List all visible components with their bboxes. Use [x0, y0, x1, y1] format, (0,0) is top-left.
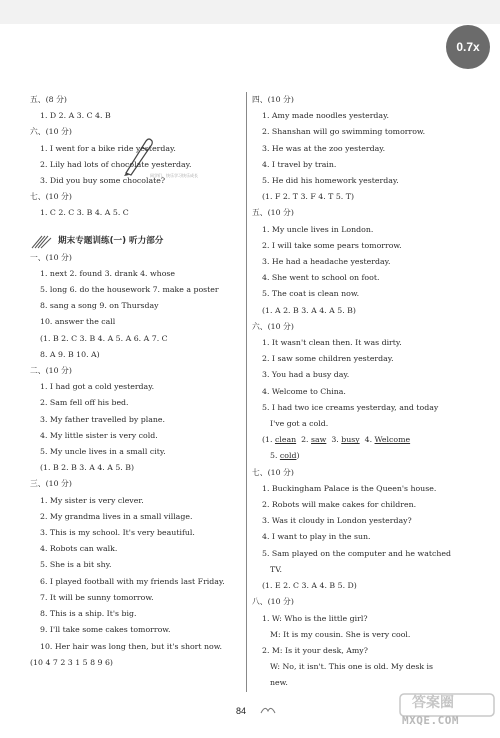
underlined-answer: cold [279, 451, 297, 461]
left-column [30, 92, 242, 671]
answer-line: 3. You had a busy day. [262, 370, 350, 380]
answer-line: 1. D 2. A 3. C 4. B [40, 111, 111, 121]
answer-line: (1. B 2. C 3. B 4. A 5. A 6. A 7. C [40, 333, 168, 343]
unit-title [30, 232, 242, 250]
answer-line: 5. My uncle lives in a small city. [40, 447, 166, 457]
section-heading: 五、(8 分) [30, 95, 67, 104]
answer-line: 1. W: Who is the little girl? [262, 613, 368, 623]
answer-line: 3. Was it cloudy in London yesterday? [262, 516, 412, 526]
right-column [252, 92, 472, 692]
answer-prefix: 5. [270, 451, 280, 461]
page-number: 84 [236, 706, 247, 716]
answer-line: 3. He had a headache yesterday. [262, 257, 391, 267]
answer-line: I've got a cold. [270, 419, 329, 429]
underlined-answer: saw [311, 435, 327, 445]
section-heading: 七、(10 分) [252, 467, 294, 477]
top-bar [0, 0, 500, 24]
section-heading: 五、(10 分) [252, 208, 294, 218]
section-heading: 二、(10 分) [30, 366, 72, 376]
answer-line: 3. Did you buy some chocolate? [40, 176, 166, 186]
underlined-answer: clean [274, 435, 297, 445]
answer-line: 6. I played football with my friends last Friday. [40, 576, 225, 586]
column-divider [246, 92, 247, 692]
answer-line: 1. I had got a cold yesterday. [40, 382, 155, 392]
section-heading: 三、(10 分) [30, 479, 72, 489]
answer-line: 7. It will be sunny tomorrow. [40, 592, 154, 602]
answer-line: 1. Buckingham Palace is the Queen's house. [262, 483, 437, 493]
section-heading: 六、(10 分) [30, 127, 72, 137]
page-ornament-icon [259, 703, 277, 717]
answer-prefix: (1. [262, 435, 275, 445]
answer-line: 3. He was at the zoo yesterday. [262, 143, 386, 153]
answer-line: 2. I saw some children yesterday. [262, 354, 394, 364]
answer-line: 1. Amy made noodles yesterday. [262, 111, 389, 121]
answer-line: new. [270, 678, 288, 688]
answer-line: 2. M: Is it your desk, Amy? [262, 645, 368, 655]
answer-line: 4. I travel by train. [262, 159, 337, 169]
answer-line [252, 448, 472, 464]
watermark-cn: 答案圈 [412, 695, 454, 711]
answer-line: (1. F 2. T 3. F 4. T 5. T) [262, 192, 355, 202]
section-heading: 四、(10 分) [252, 95, 294, 104]
answer-line: 2. I will take some pears tomorrow. [262, 240, 402, 250]
answer-line: 5. I had two ice creams yesterday, and today [262, 402, 439, 412]
answer-line: 1. My sister is very clever. [40, 495, 144, 505]
answer-line: 2. Robots will make cakes for children. [262, 500, 417, 510]
answer-line: 4. Robots can walk. [40, 544, 118, 554]
answer-line: 2. My grandma lives in a small village. [40, 511, 193, 521]
answer-line: M: It is my cousin. She is very cool. [270, 629, 411, 639]
answer-line: 5. long 6. do the housework 7. make a poster [40, 285, 219, 295]
answer-line: 2. Shanshan will go swimming tomorrow. [262, 127, 426, 137]
answer-line: 2. Sam fell off his bed. [40, 398, 129, 408]
answer-line: 1. My uncle lives in London. [262, 224, 374, 234]
answer-line: (1. B 2. B 3. A 4. A 5. B) [40, 463, 135, 473]
answer-line: 5. She is a bit shy. [40, 560, 112, 570]
answer-line: TV. [270, 564, 282, 574]
answer-line: 4. She went to school on foot. [262, 273, 380, 283]
answer-prefix: 4. [364, 435, 375, 445]
answer-line: (1. A 2. B 3. A 4. A 5. B) [262, 305, 356, 315]
section-heading: 七、(10 分) [30, 192, 72, 202]
answer-line: W: No, it isn't. This one is old. My desk is [270, 662, 434, 672]
answer-line: (1. E 2. C 3. A 4. B 5. D) [262, 581, 357, 591]
answer-line: 1. next 2. found 3. drank 4. whose [40, 268, 176, 278]
underlined-answer: Welcome [374, 435, 411, 445]
answer-line: 5. The coat is clean now. [262, 289, 360, 299]
answer-line: 4. I want to play in the sun. [262, 532, 371, 542]
answer-prefix: 3. [331, 435, 342, 445]
underlined-answer: busy [341, 435, 360, 445]
answer-line: 8. This is a ship. It's big. [40, 609, 137, 619]
answer-line: 4. My little sister is very cold. [40, 430, 158, 440]
answer-line: 4. Welcome to China. [262, 386, 346, 396]
unit-title-text: 期末专题训练(一) 听力部分 [58, 235, 164, 246]
answer-line: 10. Her hair was long then, but it's short now. [40, 641, 222, 651]
answer-line: 1. It wasn't clean then. It was dirty. [262, 338, 402, 348]
answer-line: 1. C 2. C 3. B 4. A 5. C [40, 208, 129, 218]
section-heading: 八、(10 分) [252, 597, 294, 607]
answer-line: 3. My father travelled by plane. [40, 414, 166, 424]
answer-line: 5. He did his homework yesterday. [262, 176, 399, 186]
answer-line: (10 4 7 2 3 1 5 8 9 6) [30, 657, 113, 667]
answer-line [252, 432, 472, 448]
answer-line: 10. answer the call [40, 317, 116, 327]
answer-line: 2. Lily had lots of chocolate yesterday. [40, 159, 192, 169]
answer-line: 5. Sam played on the computer and he watched [262, 548, 451, 558]
answer-suffix: ) [296, 451, 300, 461]
section-heading: 一、(10 分) [30, 252, 72, 262]
watermark-text: MXQE.COM [402, 714, 459, 727]
answer-line: 1. I went for a bike ride yesterday. [40, 143, 176, 153]
answer-prefix: 2. [301, 435, 312, 445]
handwritten-note: 同学们，快乐学习快乐成长 [150, 173, 198, 178]
answer-line: 8. sang a song 9. on Thursday [40, 301, 159, 311]
section-heading: 六、(10 分) [252, 321, 294, 331]
answer-line: 3. This is my school. It's very beautiful. [40, 528, 195, 538]
playback-speed-button[interactable]: 0.7x [446, 25, 490, 69]
hand-drawn-flourish-icon [30, 232, 54, 250]
answer-line: 9. I'll take some cakes tomorrow. [40, 625, 171, 635]
answer-line: 8. A 9. B 10. A) [40, 349, 100, 359]
